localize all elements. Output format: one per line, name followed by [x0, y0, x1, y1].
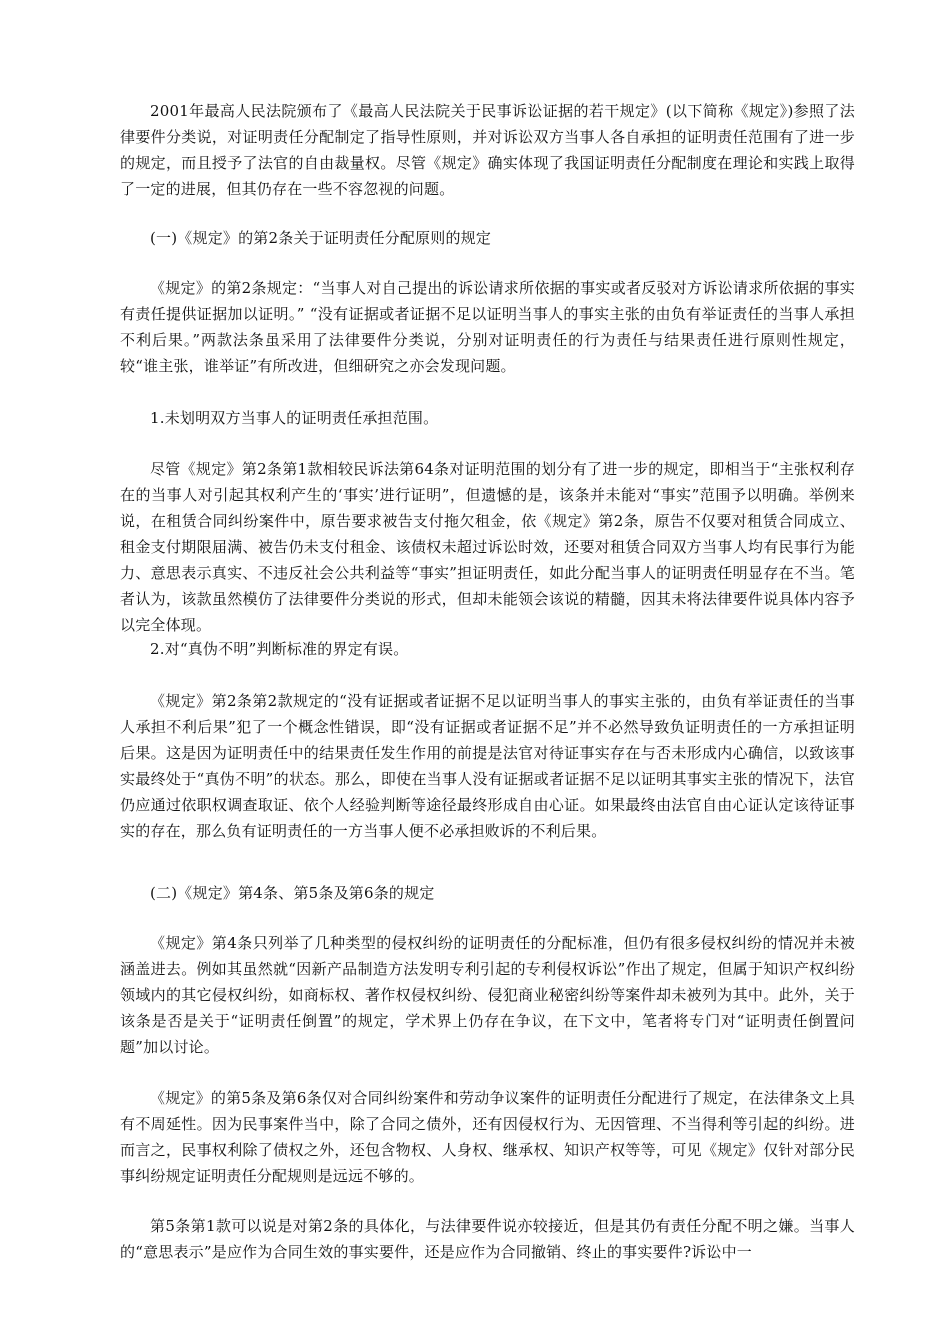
paragraph-article-5-clause-1: 第5条第1款可以说是对第2条的具体化，与法律要件说亦较接近，但是其仍有责任分配不明之嫌。当事人的“意思表示”是应作为合同生效的事实要件，还是应作为合同撤销、终止的事实要件?诉讼中一 [120, 1217, 855, 1261]
section-heading-2: (二)《规定》第4条、第5条及第6条的规定 [150, 884, 435, 902]
paragraph-scope: 尽管《规定》第2条第1款相较民诉法第64条对证明范围的划分有了进一步的规定，即相当于“主张权利存在的当事人对引起其权利产生的‘事实’进行证明”，但遗憾的是，该条并未能对“事实”范围予以明确。举例来说，在租赁合同纠纷案件中，原告要求被告支付拖欠租金，依《规定》第2条，原告不仅要对租赁合同成立、租金支付期限届满、被告仍未支付租金、该债权未超过诉讼时效，还要对租赁合同双方当事人均有民事行为能力、意思表示真实、不违反社会公共利益等“事实”担证明责任，如此分配当事人的证明责任明显存在不当。笔者认为，该款虽然模仿了法律要件分类说的形式，但却未能领会该说的精髓，因其未将法律要件说具体内容予以完全体现。 [120, 460, 855, 634]
subheading-2: 2.对“真伪不明”判断标准的界定有误。 [150, 640, 409, 658]
subheading-1: 1.未划明双方当事人的证明责任承担范围。 [150, 409, 439, 427]
paragraph-intro: 2001年最高人民法院颁布了《最高人民法院关于民事诉讼证据的若干规定》(以下简称《规定》)参照了法律要件分类说，对证明责任分配制定了指导性原则，并对诉讼双方当事人各自承担的证明责任范围有了进一步的规定，而且授予了法官的自由裁量权。尽管《规定》确实体现了我国证明责任分配制度在理论和实践上取得了一定的进展，但其仍存在一些不容忽视的问题。 [120, 102, 855, 198]
paragraph-article-5-6: 《规定》的第5条及第6条仅对合同纠纷案件和劳动争议案件的证明责任分配进行了规定，在法律条文上具有不周延性。因为民事案件当中，除了合同之债外，还有因侵权行为、无因管理、不当得利等引起的纠纷。进而言之，民事权利除了债权之外，还包含物权、人身权、继承权、知识产权等等，可见《规定》仅针对部分民事纠纷规定证明责任分配规则是远远不够的。 [120, 1089, 855, 1185]
section-heading-1: (一)《规定》的第2条关于证明责任分配原则的规定 [150, 229, 492, 247]
paragraph-article-2: 《规定》的第2条规定：“当事人对自己提出的诉讼请求所依据的事实或者反驳对方诉讼请求所依据的事实有责任提供证据加以证明。” “没有证据或者证据不足以证明当事人的事实主张的由负有举证责任的当事人承担不利后果。”两款法条虽采用了法律要件分类说，分别对证明责任的行为责任与结果责任进行原则性规定，较“谁主张，谁举证”有所改进，但细研究之亦会发现问题。 [120, 279, 855, 375]
paragraph-truth-unclear: 《规定》第2条第2款规定的“没有证据或者证据不足以证明当事人的事实主张的，由负有举证责任的当事人承担不利后果”犯了一个概念性错误，即“没有证据或者证据不足”并不必然导致负证明责任的一方承担证明后果。这是因为证明责任中的结果责任发生作用的前提是法官对待证事实存在与否未形成内心确信，以致该事实最终处于“真伪不明”的状态。那么，即使在当事人没有证据或者证据不足以证明其事实主张的情况下，法官仍应通过依职权调查取证、依个人经验判断等途径最终形成自由心证。如果最终由法官自由心证认定该待证事实的存在，那么负有证明责任的一方当事人便不必承担败诉的不利后果。 [120, 692, 855, 840]
paragraph-article-4: 《规定》第4条只列举了几种类型的侵权纠纷的证明责任的分配标准，但仍有很多侵权纠纷的情况并未被涵盖进去。例如其虽然就“因新产品制造方法发明专利引起的专利侵权诉讼”作出了规定，但属于知识产权纠纷领域内的其它侵权纠纷，如商标权、著作权侵权纠纷、侵犯商业秘密纠纷等案件却未被列为其中。此外，关于该条是否是关于“证明责任倒置”的规定，学术界上仍存在争议，在下文中，笔者将专门对“证明责任倒置问题”加以讨论。 [120, 934, 855, 1056]
